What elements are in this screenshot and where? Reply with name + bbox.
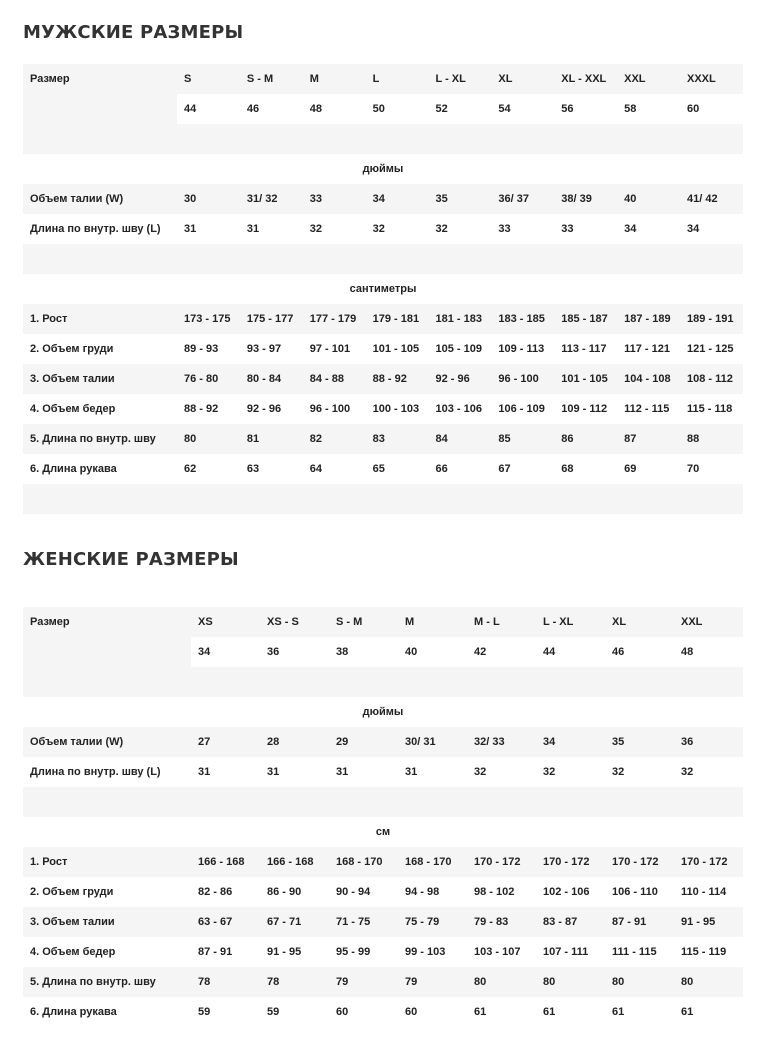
measure-value: 181 - 183 [429, 304, 492, 334]
size-number-cell: 40 [398, 637, 467, 667]
unit-row-inches [23, 154, 743, 184]
measure-label: 4. Объем бедер [23, 937, 191, 967]
size-letter-cell: XL [491, 64, 554, 94]
measure-value: 89 - 93 [177, 334, 240, 364]
measure-value: 84 [429, 424, 492, 454]
measure-value: 80 [177, 424, 240, 454]
measure-label: 1. Рост [23, 847, 191, 877]
size-row-label: Размер [23, 607, 191, 637]
measure-value: 87 - 91 [605, 907, 674, 937]
size-letter-cell: S [177, 64, 240, 94]
measure-value: 109 - 112 [554, 394, 617, 424]
measure-value: 94 - 98 [398, 877, 467, 907]
size-letter-row [23, 607, 743, 637]
measure-value: 85 [491, 424, 554, 454]
measure-value: 81 [240, 424, 303, 454]
measure-value: 103 - 106 [429, 394, 492, 424]
measure-value: 34 [617, 214, 680, 244]
measure-value: 31 [240, 214, 303, 244]
measure-value: 101 - 105 [366, 334, 429, 364]
men-section-title: МУЖСКИЕ РАЗМЕРЫ [23, 22, 244, 43]
measure-value: 32 [536, 757, 605, 787]
cm-measure-row [23, 877, 743, 907]
size-number-label-blank [23, 94, 177, 124]
spacer-cell [23, 244, 743, 274]
inch-measure-row [23, 184, 743, 214]
cm-measure-row [23, 847, 743, 877]
measure-value: 177 - 179 [303, 304, 366, 334]
measure-label: 4. Объем бедер [23, 394, 177, 424]
measure-value: 86 [554, 424, 617, 454]
size-letter-cell: S - M [329, 607, 398, 637]
measure-value: 76 - 80 [177, 364, 240, 394]
size-number-cell: 48 [303, 94, 366, 124]
measure-value: 31/ 32 [240, 184, 303, 214]
measure-value: 108 - 112 [680, 364, 743, 394]
spacer-row [23, 787, 743, 817]
size-letter-cell: L - XL [429, 64, 492, 94]
size-number-cell: 52 [429, 94, 492, 124]
measure-value: 32 [429, 214, 492, 244]
measure-value: 41/ 42 [680, 184, 743, 214]
size-number-row [23, 637, 743, 667]
measure-value: 111 - 115 [605, 937, 674, 967]
measure-value: 101 - 105 [554, 364, 617, 394]
spacer-cell [23, 124, 743, 154]
measure-value: 83 [366, 424, 429, 454]
size-letter-cell: L - XL [536, 607, 605, 637]
measure-value: 168 - 170 [329, 847, 398, 877]
measure-value: 80 [674, 967, 743, 997]
measure-value: 64 [303, 454, 366, 484]
measure-value: 168 - 170 [398, 847, 467, 877]
measure-value: 90 - 94 [329, 877, 398, 907]
measure-value: 68 [554, 454, 617, 484]
measure-value: 60 [398, 997, 467, 1027]
unit-row-inches [23, 697, 743, 727]
cm-measure-row [23, 304, 743, 334]
size-number-cell: 34 [191, 637, 260, 667]
measure-value: 79 [329, 967, 398, 997]
measure-value: 173 - 175 [177, 304, 240, 334]
measure-value: 95 - 99 [329, 937, 398, 967]
measure-value: 63 [240, 454, 303, 484]
size-letter-cell: XL - XXL [554, 64, 617, 94]
size-letter-cell: XL [605, 607, 674, 637]
measure-value: 33 [554, 214, 617, 244]
measure-value: 121 - 125 [680, 334, 743, 364]
measure-value: 35 [605, 727, 674, 757]
size-letter-cell: M - L [467, 607, 536, 637]
measure-value: 32 [303, 214, 366, 244]
measure-value: 67 - 71 [260, 907, 329, 937]
measure-value: 35 [429, 184, 492, 214]
size-number-row [23, 94, 743, 124]
measure-value: 107 - 111 [536, 937, 605, 967]
measure-value: 34 [680, 214, 743, 244]
spacer-row [23, 124, 743, 154]
measure-label: 6. Длина рукава [23, 454, 177, 484]
measure-value: 70 [680, 454, 743, 484]
measure-value: 91 - 95 [260, 937, 329, 967]
women-size-table [23, 607, 743, 1027]
measure-label: 5. Длина по внутр. шву [23, 424, 177, 454]
size-letter-cell: M [398, 607, 467, 637]
measure-label: Объем талии (W) [23, 727, 191, 757]
measure-value: 105 - 109 [429, 334, 492, 364]
size-number-label-blank [23, 637, 191, 667]
measure-value: 113 - 117 [554, 334, 617, 364]
size-letter-row [23, 64, 743, 94]
measure-value: 96 - 100 [491, 364, 554, 394]
measure-value: 31 [191, 757, 260, 787]
measure-value: 93 - 97 [240, 334, 303, 364]
cm-measure-row [23, 424, 743, 454]
size-letter-cell: XS [191, 607, 260, 637]
measure-value: 79 - 83 [467, 907, 536, 937]
size-number-cell: 56 [554, 94, 617, 124]
measure-value: 98 - 102 [467, 877, 536, 907]
measure-value: 103 - 107 [467, 937, 536, 967]
measure-value: 170 - 172 [467, 847, 536, 877]
measure-value: 78 [260, 967, 329, 997]
measure-value: 87 - 91 [191, 937, 260, 967]
measure-value: 104 - 108 [617, 364, 680, 394]
measure-value: 33 [303, 184, 366, 214]
spacer-row [23, 667, 743, 697]
measure-value: 40 [617, 184, 680, 214]
measure-value: 91 - 95 [674, 907, 743, 937]
spacer-row [23, 484, 743, 514]
measure-value: 175 - 177 [240, 304, 303, 334]
measure-label: Длина по внутр. шву (L) [23, 757, 191, 787]
measure-value: 179 - 181 [366, 304, 429, 334]
measure-value: 80 - 84 [240, 364, 303, 394]
measure-value: 88 - 92 [366, 364, 429, 394]
size-letter-cell: XS - S [260, 607, 329, 637]
measure-value: 80 [536, 967, 605, 997]
measure-label: 3. Объем талии [23, 907, 191, 937]
measure-value: 189 - 191 [680, 304, 743, 334]
cm-measure-row [23, 334, 743, 364]
size-letter-cell: S - M [240, 64, 303, 94]
measure-value: 82 [303, 424, 366, 454]
inch-measure-row [23, 757, 743, 787]
measure-value: 67 [491, 454, 554, 484]
measure-value: 63 - 67 [191, 907, 260, 937]
unit-row-cm [23, 817, 743, 847]
measure-value: 88 - 92 [177, 394, 240, 424]
size-row-label: Размер [23, 64, 177, 94]
measure-value: 106 - 110 [605, 877, 674, 907]
measure-value: 79 [398, 967, 467, 997]
measure-value: 112 - 115 [617, 394, 680, 424]
size-number-cell: 42 [467, 637, 536, 667]
unit-label-inches: дюймы [23, 697, 743, 727]
measure-label: 3. Объем талии [23, 364, 177, 394]
size-number-cell: 60 [680, 94, 743, 124]
measure-value: 115 - 118 [680, 394, 743, 424]
measure-value: 59 [260, 997, 329, 1027]
measure-value: 36 [674, 727, 743, 757]
measure-label: Объем талии (W) [23, 184, 177, 214]
measure-value: 31 [177, 214, 240, 244]
measure-value: 183 - 185 [491, 304, 554, 334]
size-number-cell: 46 [605, 637, 674, 667]
cm-measure-row [23, 364, 743, 394]
measure-value: 80 [605, 967, 674, 997]
size-letter-cell: XXL [617, 64, 680, 94]
cm-measure-row [23, 454, 743, 484]
size-number-cell: 44 [177, 94, 240, 124]
size-letter-cell: M [303, 64, 366, 94]
men-size-table [23, 64, 743, 514]
measure-value: 32 [366, 214, 429, 244]
measure-value: 170 - 172 [674, 847, 743, 877]
measure-value: 27 [191, 727, 260, 757]
measure-value: 32 [467, 757, 536, 787]
measure-value: 69 [617, 454, 680, 484]
measure-value: 60 [329, 997, 398, 1027]
measure-value: 100 - 103 [366, 394, 429, 424]
measure-value: 170 - 172 [536, 847, 605, 877]
cm-measure-row [23, 394, 743, 424]
measure-value: 32/ 33 [467, 727, 536, 757]
measure-value: 99 - 103 [398, 937, 467, 967]
measure-value: 115 - 119 [674, 937, 743, 967]
measure-value: 61 [467, 997, 536, 1027]
size-number-cell: 54 [491, 94, 554, 124]
measure-value: 110 - 114 [674, 877, 743, 907]
cm-measure-row [23, 937, 743, 967]
measure-value: 32 [674, 757, 743, 787]
size-letter-cell: XXL [674, 607, 743, 637]
measure-value: 71 - 75 [329, 907, 398, 937]
size-number-cell: 46 [240, 94, 303, 124]
women-section-title: ЖЕНСКИЕ РАЗМЕРЫ [23, 549, 239, 570]
measure-value: 38/ 39 [554, 184, 617, 214]
measure-value: 166 - 168 [191, 847, 260, 877]
cm-measure-row [23, 907, 743, 937]
unit-label-inches: дюймы [23, 154, 743, 184]
measure-value: 59 [191, 997, 260, 1027]
spacer-cell [23, 787, 743, 817]
measure-value: 61 [536, 997, 605, 1027]
measure-label: 2. Объем груди [23, 334, 177, 364]
measure-value: 78 [191, 967, 260, 997]
measure-value: 80 [467, 967, 536, 997]
measure-value: 185 - 187 [554, 304, 617, 334]
measure-value: 92 - 96 [429, 364, 492, 394]
measure-value: 96 - 100 [303, 394, 366, 424]
measure-value: 61 [674, 997, 743, 1027]
measure-value: 61 [605, 997, 674, 1027]
inch-measure-row [23, 214, 743, 244]
measure-value: 166 - 168 [260, 847, 329, 877]
measure-value: 102 - 106 [536, 877, 605, 907]
measure-value: 31 [398, 757, 467, 787]
measure-value: 65 [366, 454, 429, 484]
measure-value: 62 [177, 454, 240, 484]
measure-value: 66 [429, 454, 492, 484]
measure-value: 29 [329, 727, 398, 757]
size-number-cell: 48 [674, 637, 743, 667]
measure-value: 30 [177, 184, 240, 214]
measure-value: 30/ 31 [398, 727, 467, 757]
size-letter-cell: L [366, 64, 429, 94]
measure-value: 109 - 113 [491, 334, 554, 364]
measure-value: 88 [680, 424, 743, 454]
size-letter-cell: XXXL [680, 64, 743, 94]
measure-value: 117 - 121 [617, 334, 680, 364]
cm-measure-row [23, 967, 743, 997]
measure-value: 33 [491, 214, 554, 244]
measure-value: 75 - 79 [398, 907, 467, 937]
measure-value: 106 - 109 [491, 394, 554, 424]
measure-value: 31 [260, 757, 329, 787]
measure-value: 86 - 90 [260, 877, 329, 907]
measure-value: 97 - 101 [303, 334, 366, 364]
measure-value: 31 [329, 757, 398, 787]
measure-value: 28 [260, 727, 329, 757]
measure-label: 6. Длина рукава [23, 997, 191, 1027]
measure-label: 2. Объем груди [23, 877, 191, 907]
measure-value: 32 [605, 757, 674, 787]
measure-value: 92 - 96 [240, 394, 303, 424]
unit-label-cm: сантиметры [23, 274, 743, 304]
measure-value: 36/ 37 [491, 184, 554, 214]
measure-label: 5. Длина по внутр. шву [23, 967, 191, 997]
inch-measure-row [23, 727, 743, 757]
size-number-cell: 58 [617, 94, 680, 124]
measure-value: 170 - 172 [605, 847, 674, 877]
size-number-cell: 50 [366, 94, 429, 124]
size-number-cell: 38 [329, 637, 398, 667]
measure-value: 34 [366, 184, 429, 214]
unit-label-cm: см [23, 817, 743, 847]
spacer-row [23, 244, 743, 274]
size-number-cell: 44 [536, 637, 605, 667]
measure-value: 84 - 88 [303, 364, 366, 394]
measure-value: 82 - 86 [191, 877, 260, 907]
spacer-cell [23, 484, 743, 514]
unit-row-cm [23, 274, 743, 304]
measure-value: 83 - 87 [536, 907, 605, 937]
spacer-cell [23, 667, 743, 697]
cm-measure-row [23, 997, 743, 1027]
measure-value: 87 [617, 424, 680, 454]
measure-label: Длина по внутр. шву (L) [23, 214, 177, 244]
measure-value: 187 - 189 [617, 304, 680, 334]
size-number-cell: 36 [260, 637, 329, 667]
measure-label: 1. Рост [23, 304, 177, 334]
measure-value: 34 [536, 727, 605, 757]
